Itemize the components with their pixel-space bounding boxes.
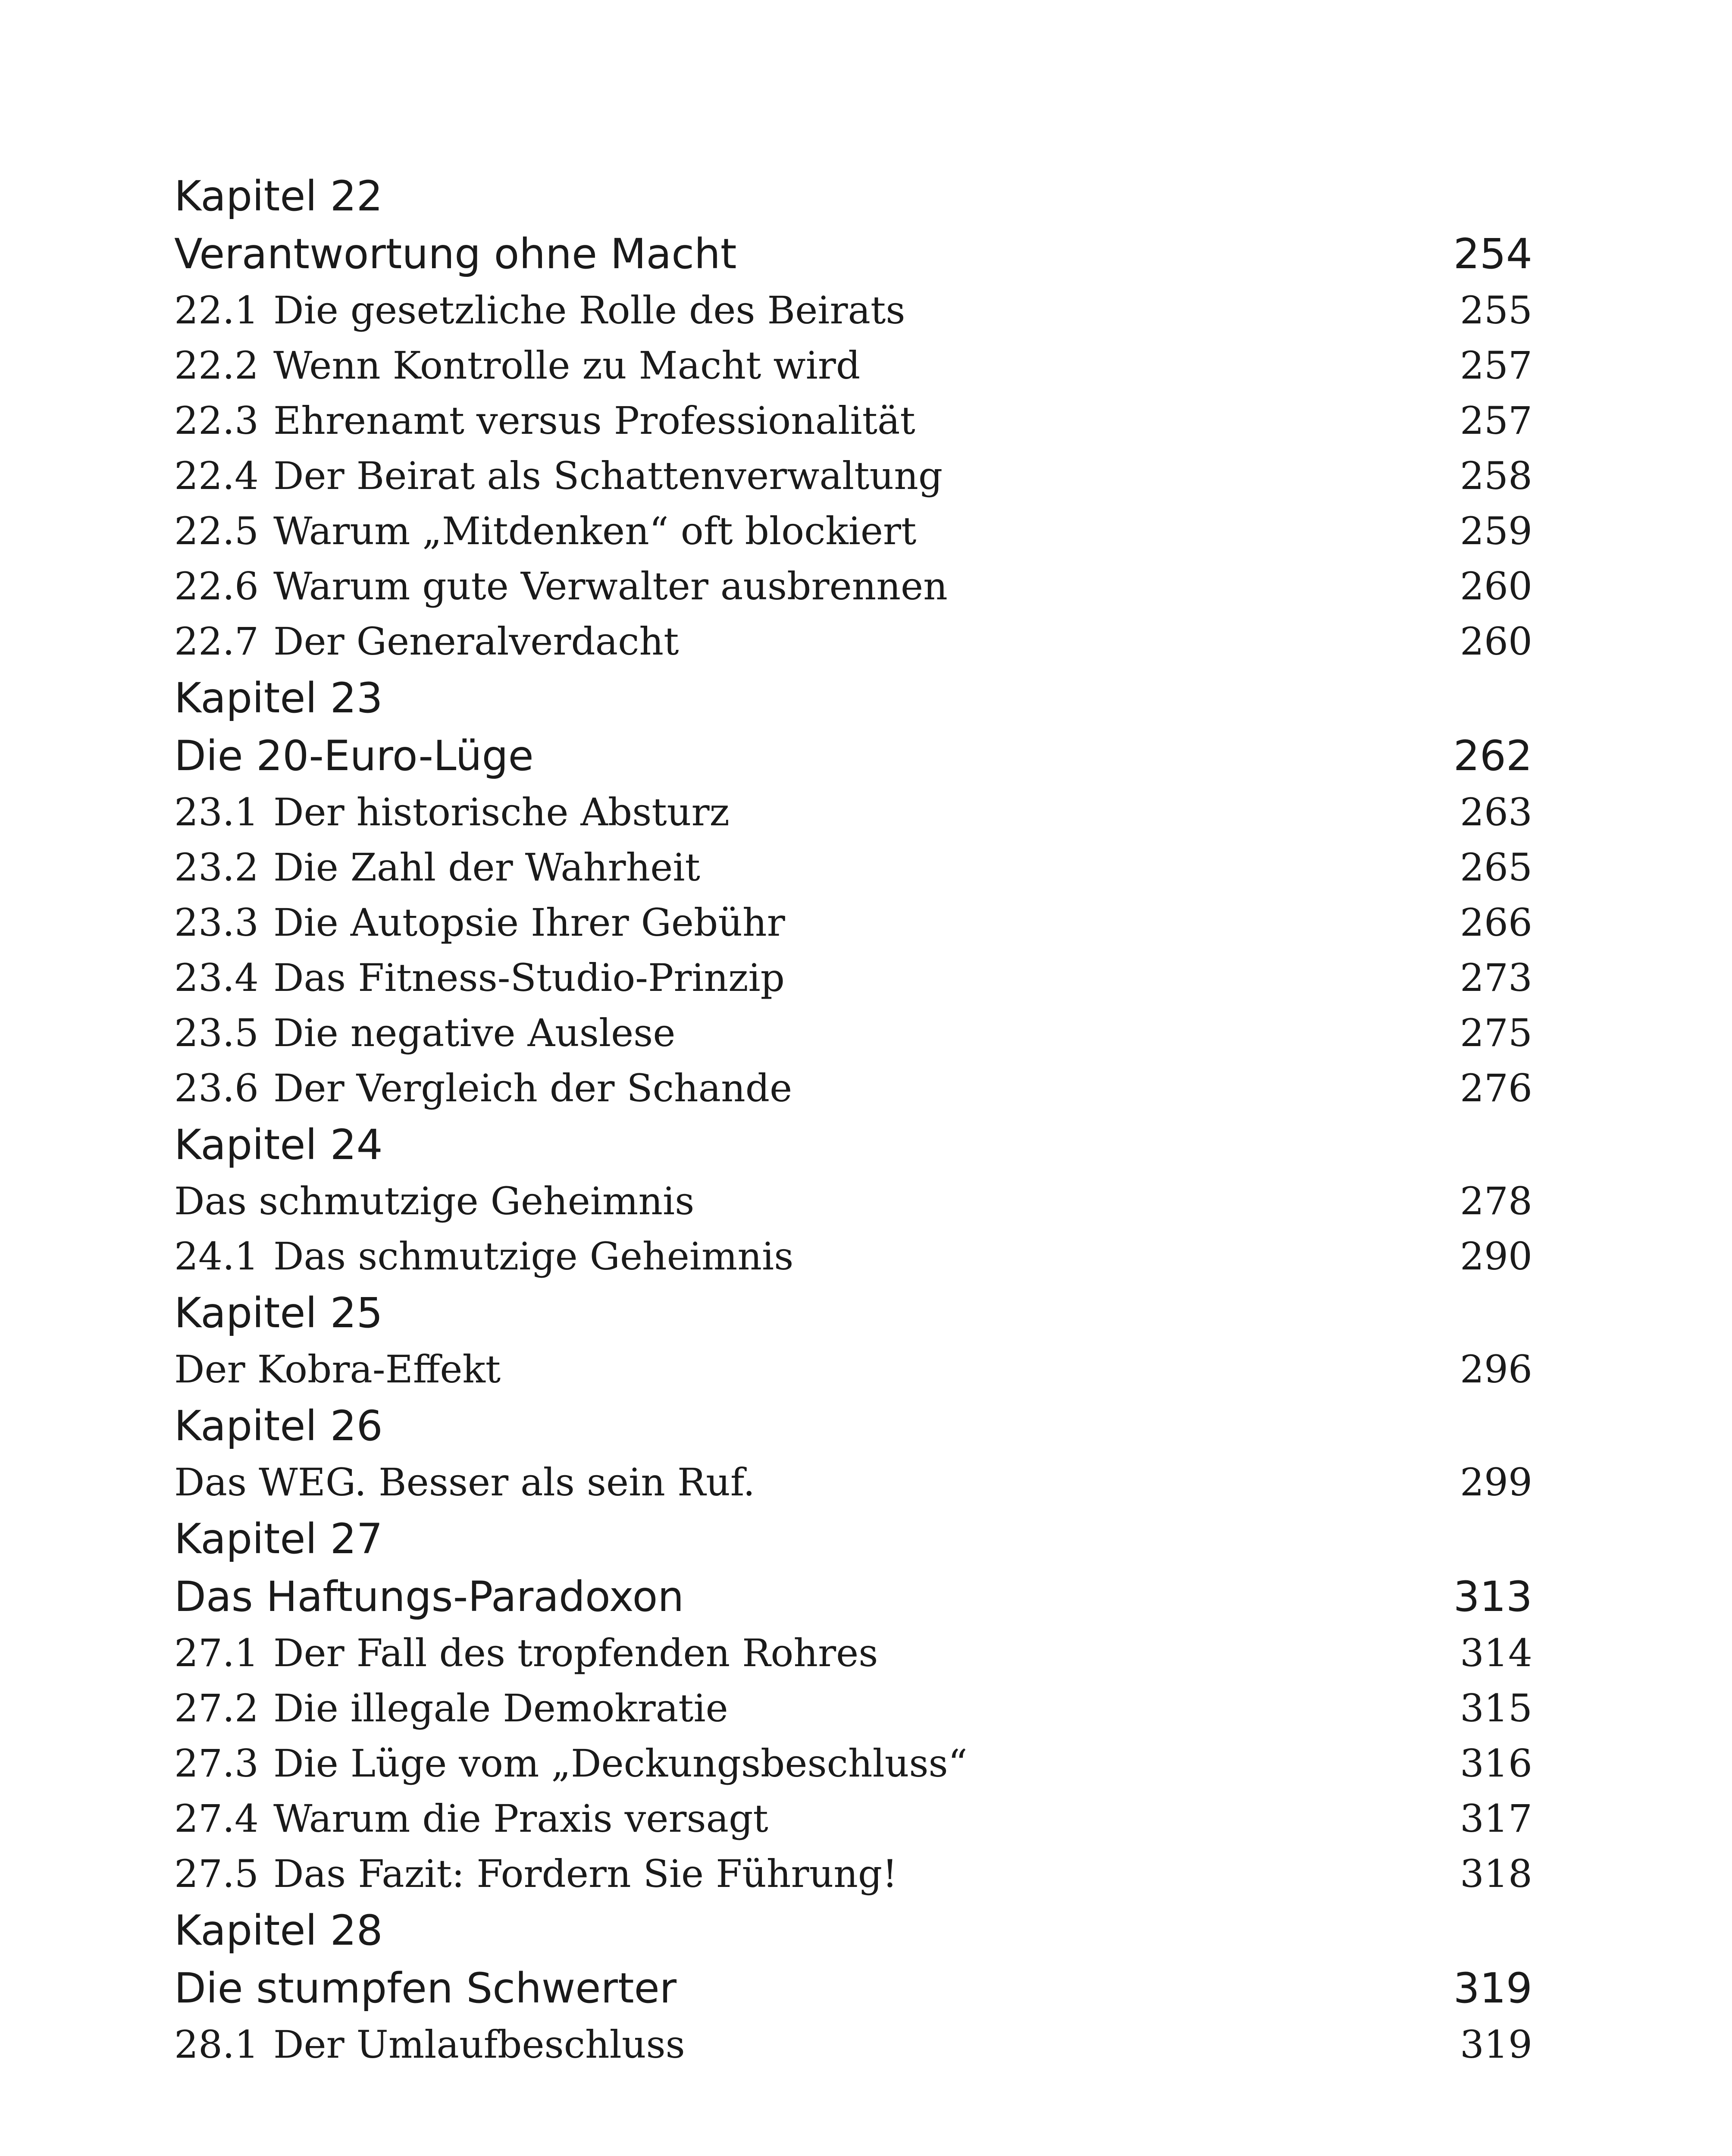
entry-page-number: 265 — [1460, 845, 1532, 890]
entry-page-number: 278 — [1460, 1179, 1532, 1223]
toc-subsection-entry — [174, 1229, 1532, 1284]
chapter-label-text: Kapitel 25 — [174, 1289, 383, 1337]
toc-subsection-entry — [174, 504, 1532, 559]
toc-subsection-entry — [174, 785, 1532, 840]
entry-title: Warum gute Verwalter ausbrennen — [273, 564, 948, 608]
section-number: 24.1 — [174, 1234, 259, 1279]
section-number: 27.4 — [174, 1796, 259, 1841]
entry-title: Das schmutzige Geheimnis — [273, 1234, 794, 1279]
chapter-label — [174, 1397, 1532, 1455]
entry-title: Der historische Absturz — [273, 790, 730, 834]
toc-entry-label — [174, 338, 860, 393]
entry-title: Die 20-Euro-Lüge — [174, 732, 534, 780]
toc-chapter-entry — [174, 727, 1532, 785]
toc-subsection-entry — [174, 840, 1532, 895]
section-number: 22.1 — [174, 288, 259, 332]
toc-entry-label — [174, 448, 943, 504]
toc-subsection-entry — [174, 1061, 1532, 1116]
entry-page-number: 273 — [1460, 956, 1532, 1000]
section-number: 27.5 — [174, 1852, 259, 1896]
entry-title: Die illegale Demokratie — [273, 1686, 728, 1730]
entry-title: Die negative Auslese — [273, 1011, 676, 1055]
toc-entry-label — [174, 1568, 684, 1626]
chapter-label — [174, 669, 1532, 727]
entry-page-number: 255 — [1460, 288, 1532, 332]
entry-page-number: 266 — [1460, 900, 1532, 945]
toc-chapter-entry — [174, 1959, 1532, 2017]
toc-entry-label — [174, 840, 700, 895]
entry-title: Der Beirat als Schattenverwaltung — [273, 454, 943, 498]
toc-entry-label — [174, 1174, 694, 1229]
toc-entry-label — [174, 1455, 755, 1510]
toc-subsection-entry — [174, 950, 1532, 1006]
entry-title: Der Generalverdacht — [273, 619, 679, 664]
section-number: 23.5 — [174, 1011, 259, 1055]
entry-page-number: 318 — [1460, 1852, 1532, 1896]
section-number: 22.6 — [174, 564, 259, 608]
entry-title: Die Autopsie Ihrer Gebühr — [273, 900, 785, 945]
entry-title: Das Fitness-Studio-Prinzip — [273, 956, 785, 1000]
entry-title: Warum die Praxis versagt — [273, 1796, 768, 1841]
entry-title: Warum „Mitdenken“ oft blockiert — [273, 509, 917, 553]
toc-entry-label — [174, 1229, 793, 1284]
section-number: 23.2 — [174, 845, 259, 890]
section-number: 23.6 — [174, 1066, 259, 1110]
section-number: 22.2 — [174, 343, 259, 388]
entry-page-number: 258 — [1460, 454, 1532, 498]
table-of-contents — [174, 167, 1532, 2072]
entry-page-number: 313 — [1453, 1573, 1532, 1621]
entry-title: Das Fazit: Fordern Sie Führung! — [273, 1852, 898, 1896]
entry-page-number: 290 — [1460, 1234, 1532, 1279]
section-number: 22.7 — [174, 619, 259, 664]
toc-entry-label — [174, 727, 534, 785]
toc-entry-label — [174, 559, 948, 614]
entry-page-number: 257 — [1460, 343, 1532, 388]
toc-entry-label — [174, 1959, 677, 2017]
entry-page-number: 314 — [1460, 1631, 1532, 1675]
entry-title: Ehrenamt versus Professionalität — [273, 398, 915, 443]
toc-chapter-entry — [174, 225, 1532, 283]
entry-page-number: 260 — [1460, 619, 1532, 664]
entry-page-number: 276 — [1460, 1066, 1532, 1110]
entry-title: Die Zahl der Wahrheit — [273, 845, 700, 890]
chapter-label-text: Kapitel 23 — [174, 674, 383, 722]
toc-entry-label — [174, 1846, 898, 1902]
section-number: 22.5 — [174, 509, 259, 553]
toc-subsection-entry — [174, 1681, 1532, 1736]
toc-subsection-entry — [174, 1626, 1532, 1681]
entry-page-number: 259 — [1460, 509, 1532, 553]
toc-subsection-entry — [174, 895, 1532, 950]
section-number: 27.1 — [174, 1631, 259, 1675]
toc-subsection-entry — [174, 614, 1532, 669]
entry-page-number: 262 — [1453, 732, 1532, 780]
toc-subsection-entry — [174, 2017, 1532, 2072]
chapter-label — [174, 1284, 1532, 1342]
entry-title: Verantwortung ohne Macht — [174, 230, 737, 278]
entry-title: Der Fall des tropfenden Rohres — [273, 1631, 878, 1675]
toc-entry-label — [174, 2017, 685, 2072]
entry-page-number: 296 — [1460, 1347, 1532, 1391]
chapter-label-text: Kapitel 26 — [174, 1402, 383, 1450]
toc-entry-label — [174, 1006, 675, 1061]
entry-title: Das Haftungs-Paradoxon — [174, 1573, 684, 1621]
section-number: 23.4 — [174, 956, 259, 1000]
chapter-label — [174, 1902, 1532, 1959]
chapter-label — [174, 1510, 1532, 1568]
toc-subsection-entry — [174, 1006, 1532, 1061]
section-number: 28.1 — [174, 2022, 259, 2067]
toc-subsection-entry — [174, 559, 1532, 614]
toc-chapter-entry — [174, 1455, 1532, 1510]
toc-entry-label — [174, 895, 785, 950]
entry-page-number: 263 — [1460, 790, 1532, 834]
entry-page-number: 257 — [1460, 398, 1532, 443]
toc-chapter-entry — [174, 1568, 1532, 1626]
toc-chapter-entry — [174, 1342, 1532, 1397]
toc-entry-label — [174, 1061, 792, 1116]
entry-page-number: 316 — [1460, 1741, 1532, 1786]
section-number: 27.2 — [174, 1686, 259, 1730]
entry-page-number: 315 — [1460, 1686, 1532, 1730]
toc-entry-label — [174, 614, 679, 669]
toc-subsection-entry — [174, 1846, 1532, 1902]
entry-title: Die Lüge vom „Deckungsbeschluss“ — [273, 1741, 968, 1786]
section-number: 23.3 — [174, 900, 259, 945]
chapter-label-text: Kapitel 27 — [174, 1515, 383, 1563]
entry-title: Der Vergleich der Schande — [273, 1066, 792, 1110]
toc-entry-label — [174, 1342, 501, 1397]
toc-entry-label — [174, 393, 915, 448]
entry-page-number: 319 — [1460, 2022, 1532, 2067]
section-number: 22.4 — [174, 454, 259, 498]
entry-title: Die gesetzliche Rolle des Beirats — [273, 288, 905, 332]
entry-title: Wenn Kontrolle zu Macht wird — [273, 343, 861, 388]
section-number: 27.3 — [174, 1741, 259, 1786]
toc-subsection-entry — [174, 338, 1532, 393]
entry-page-number: 260 — [1460, 564, 1532, 608]
toc-entry-label — [174, 225, 736, 283]
entry-title: Das WEG. Besser als sein Ruf. — [174, 1460, 755, 1504]
toc-entry-label — [174, 950, 785, 1006]
chapter-label-text: Kapitel 22 — [174, 172, 383, 220]
toc-entry-label — [174, 1626, 878, 1681]
entry-title: Der Kobra-Effekt — [174, 1347, 501, 1391]
toc-entry-label — [174, 1681, 728, 1736]
toc-subsection-entry — [174, 448, 1532, 504]
chapter-label — [174, 1116, 1532, 1174]
entry-page-number: 319 — [1453, 1964, 1532, 2012]
entry-title: Der Umlaufbeschluss — [273, 2022, 685, 2067]
section-number: 22.3 — [174, 398, 259, 443]
toc-entry-label — [174, 1791, 768, 1846]
entry-title: Das schmutzige Geheimnis — [174, 1179, 695, 1223]
chapter-label-text: Kapitel 24 — [174, 1121, 383, 1169]
toc-entry-label — [174, 785, 730, 840]
chapter-label — [174, 167, 1532, 225]
toc-subsection-entry — [174, 1791, 1532, 1846]
toc-subsection-entry — [174, 283, 1532, 338]
toc-entry-label — [174, 504, 916, 559]
toc-chapter-entry — [174, 1174, 1532, 1229]
entry-page-number: 299 — [1460, 1460, 1532, 1504]
section-number: 23.1 — [174, 790, 259, 834]
entry-page-number: 254 — [1453, 230, 1532, 278]
chapter-label-text: Kapitel 28 — [174, 1906, 383, 1955]
toc-subsection-entry — [174, 1736, 1532, 1791]
toc-subsection-entry — [174, 393, 1532, 448]
toc-entry-label — [174, 283, 905, 338]
entry-title: Die stumpfen Schwerter — [174, 1964, 677, 2012]
toc-entry-label — [174, 1736, 968, 1791]
entry-page-number: 275 — [1460, 1011, 1532, 1055]
entry-page-number: 317 — [1460, 1796, 1532, 1841]
